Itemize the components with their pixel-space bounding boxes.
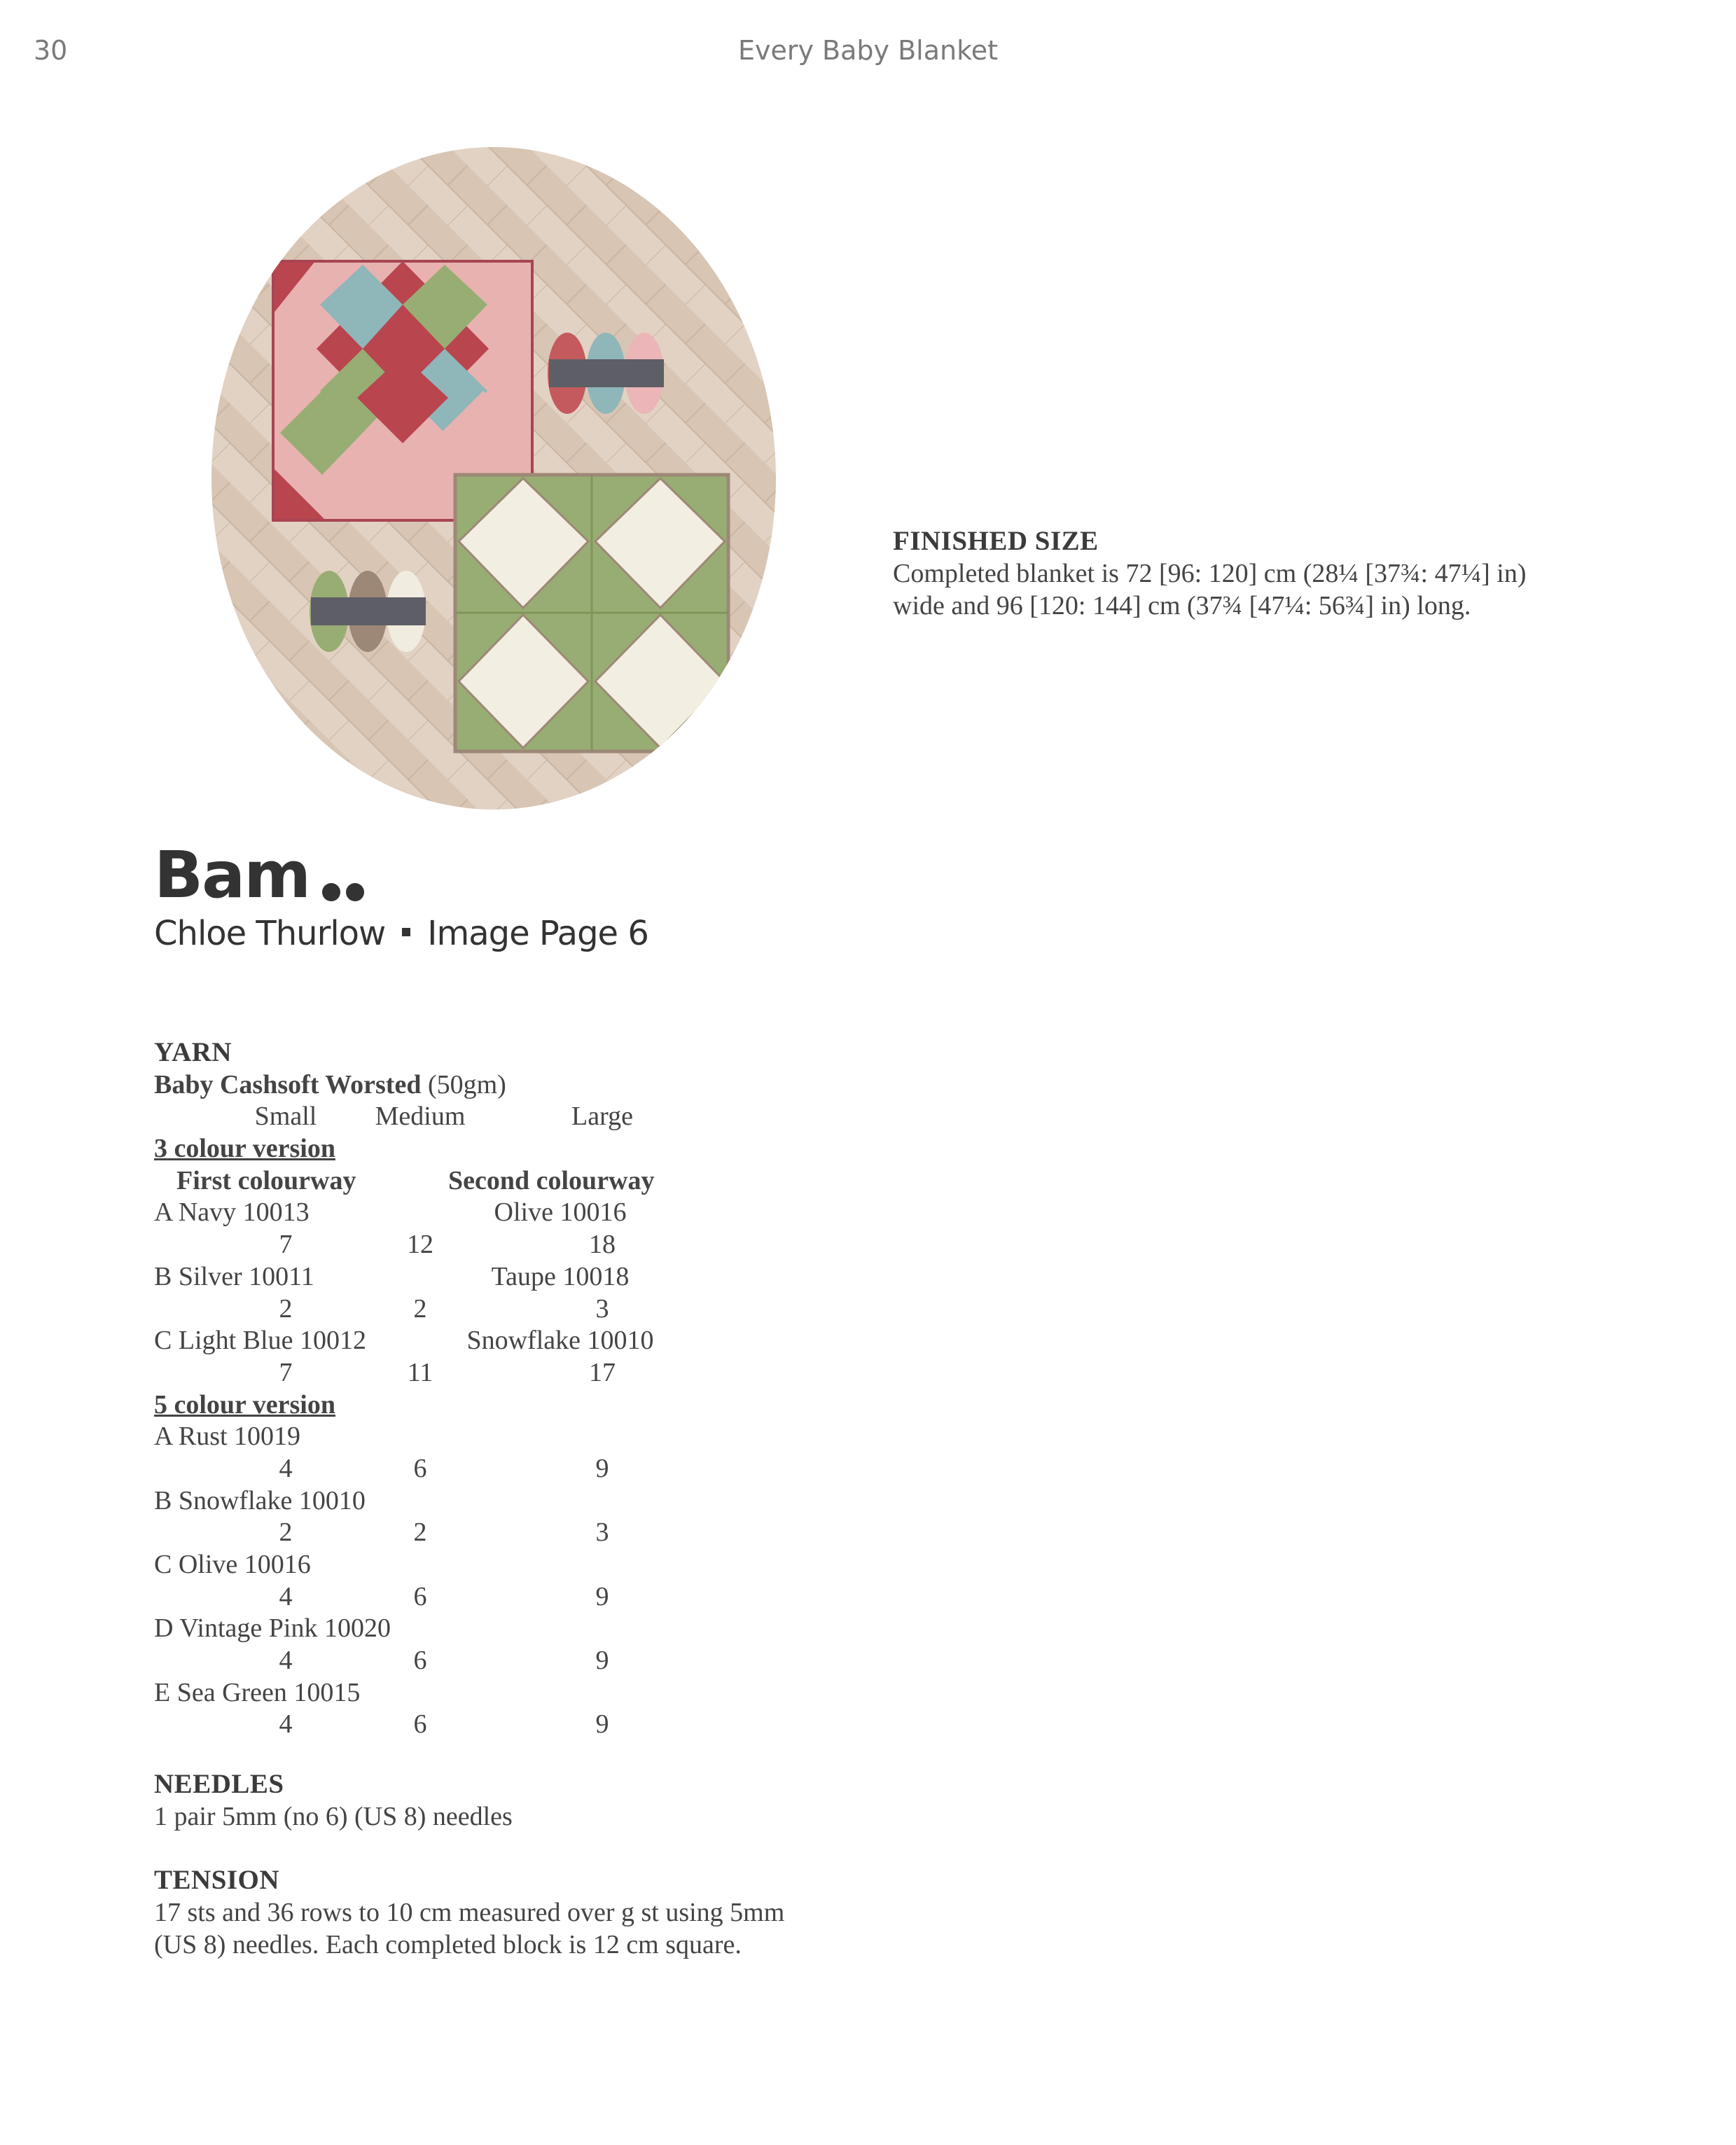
colour-name: D Vintage Pink 10020 (154, 1613, 391, 1644)
amount-large: 9 (595, 1453, 609, 1483)
tension-line-2: (US 8) needles. Each completed block is 12 cm square. (154, 1930, 742, 1959)
needles-text: 1 pair 5mm (no 6) (US 8) needles (154, 1802, 513, 1831)
colour-name: B Silver 10011 (154, 1261, 314, 1291)
image-page-ref: Image Page 6 (427, 914, 648, 953)
amount-medium: 6 (413, 1709, 427, 1740)
amount-medium: 2 (413, 1293, 427, 1324)
amount-small: 4 (279, 1709, 293, 1740)
five-colour-heading: 5 colour version (154, 1389, 335, 1419)
difficulty-dots-icon (322, 845, 370, 915)
second-colourway-header: Second colourway (448, 1165, 655, 1195)
amount-large: 17 (589, 1357, 616, 1387)
finished-size-section (893, 525, 1526, 622)
designer-name: Chloe Thurlow (154, 914, 386, 953)
yarn-balls-set-1 (548, 333, 664, 414)
running-title: Every Baby Blanket (737, 35, 999, 66)
yarn-heading: YARN (154, 1037, 232, 1067)
second-colour-name: Olive 10016 (494, 1198, 627, 1228)
size-large: Large (571, 1102, 633, 1132)
yarn-product: Baby Cashsoft Worsted (154, 1069, 422, 1099)
byline (154, 914, 648, 953)
size-small: Small (254, 1102, 317, 1132)
amount-large: 18 (589, 1230, 616, 1260)
amount-medium: 6 (413, 1453, 427, 1483)
amount-large: 9 (595, 1646, 609, 1676)
yarn-balls-set-2 (310, 571, 426, 652)
three-colour-row (154, 1196, 854, 1228)
amount-small: 4 (279, 1646, 293, 1676)
amount-large: 9 (595, 1709, 609, 1740)
yarn-section (154, 1036, 854, 1740)
finished-size-heading: FINISHED SIZE (893, 526, 1099, 556)
size-medium: Medium (375, 1102, 466, 1132)
pattern-name: Bam (154, 838, 310, 912)
finished-size-line-1: Completed blanket is 72 [96: 120] cm (28¼ [37¾: 47¼] in) (893, 559, 1527, 588)
first-colourway-header: First colourway (176, 1165, 356, 1195)
amount-medium: 11 (407, 1357, 433, 1387)
amount-medium: 6 (413, 1581, 427, 1611)
second-colour-name: Snowflake 10010 (466, 1326, 654, 1356)
pattern-title (154, 840, 370, 915)
finished-size-line-2: wide and 96 [120: 144] cm (37¾ [47¼: 56¾] in) long. (893, 591, 1471, 620)
amount-small: 7 (279, 1230, 293, 1260)
second-colour-name: Taupe 10018 (491, 1261, 630, 1291)
amount-medium: 12 (407, 1230, 433, 1260)
amount-large: 3 (595, 1293, 609, 1324)
yarn-weight: (50gm) (427, 1069, 506, 1099)
tension-line-1: 17 sts and 36 rows to 10 cm measured over g st using 5mm (154, 1898, 785, 1927)
colour-name: C Olive 10016 (154, 1550, 311, 1579)
needles-heading: NEEDLES (154, 1769, 284, 1799)
green-blanket (455, 475, 728, 751)
colour-name: A Navy 10013 (154, 1198, 310, 1228)
three-colour-row (154, 1324, 854, 1356)
amount-small: 4 (279, 1453, 293, 1483)
separator-icon (402, 928, 410, 936)
amount-small: 7 (279, 1357, 293, 1387)
amount-medium: 6 (413, 1646, 427, 1676)
colour-name: E Sea Green 10015 (154, 1677, 361, 1707)
tension-heading: TENSION (154, 1865, 280, 1895)
amount-small: 2 (279, 1293, 293, 1324)
colour-name: A Rust 10019 (154, 1422, 301, 1452)
colour-name: C Light Blue 10012 (154, 1326, 366, 1356)
page-number: 30 (34, 35, 68, 66)
three-colour-heading: 3 colour version (154, 1134, 335, 1164)
needles-section (154, 1768, 513, 1833)
amount-small: 4 (279, 1581, 293, 1611)
amount-medium: 2 (413, 1518, 427, 1548)
amount-large: 9 (595, 1581, 609, 1611)
tension-section (154, 1864, 784, 1961)
amount-small: 2 (279, 1518, 293, 1548)
amount-large: 3 (595, 1518, 609, 1548)
colour-name: B Snowflake 10010 (154, 1485, 366, 1515)
three-colour-row (154, 1261, 854, 1293)
blanket-photo (210, 146, 777, 811)
